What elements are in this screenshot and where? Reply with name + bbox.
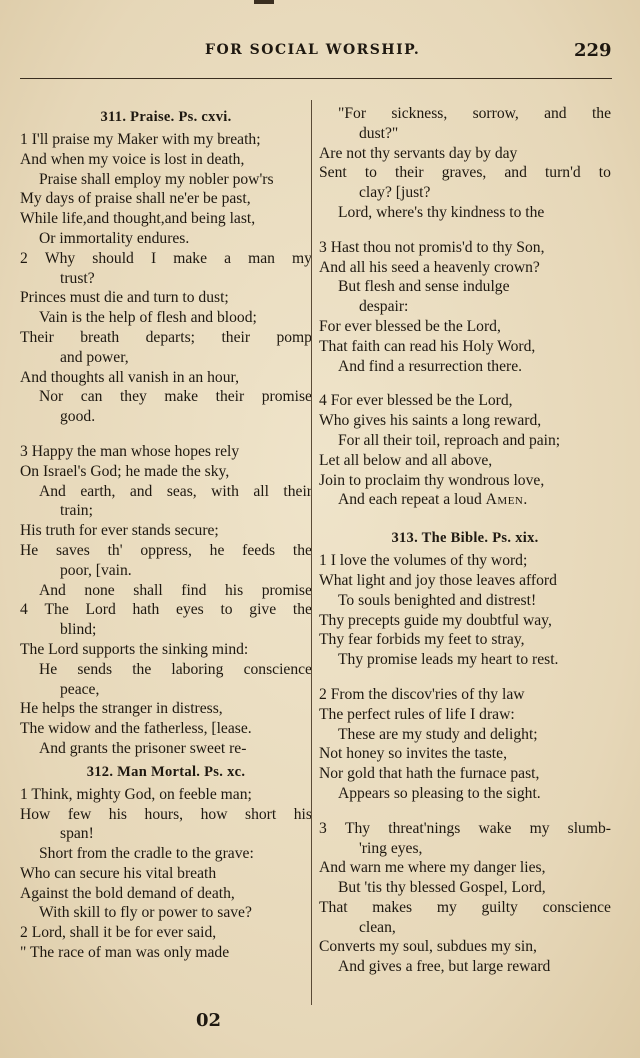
verse-word: "For xyxy=(338,105,367,122)
verse-line xyxy=(20,387,312,407)
verse-word: And xyxy=(39,482,66,500)
verse-word: make xyxy=(164,388,199,406)
verse-line: dust?" xyxy=(359,124,399,142)
verse-line: For all their toil, reproach and pain; xyxy=(338,431,561,449)
verse-word: guilty xyxy=(481,898,518,916)
verse-word: That xyxy=(319,898,348,916)
header-rule xyxy=(20,78,612,79)
verse-line: peace, xyxy=(60,680,100,698)
verse-text: And each repeat a loud xyxy=(338,491,482,509)
verse-word: they xyxy=(119,388,147,406)
verse-line: For ever blessed be the Lord, xyxy=(319,317,501,335)
verse-word: all xyxy=(253,482,269,500)
verse-line: Against the bold demand of death, xyxy=(20,884,235,902)
right-column xyxy=(319,104,611,977)
verse-word: should xyxy=(92,249,134,267)
verse-line xyxy=(20,328,312,348)
verse-word: He xyxy=(39,660,58,678)
verse-line: Nor gold that hath the furnace past, xyxy=(319,765,540,783)
verse-word: I xyxy=(150,249,157,267)
verse-word: short xyxy=(245,805,277,823)
verse-word: a xyxy=(224,249,231,267)
verse-line: Short from the cradle to the grave: xyxy=(39,845,254,863)
verse-line: Who gives his saints a long reward, xyxy=(319,412,542,430)
verse-word: Lord xyxy=(85,601,116,619)
page-top-mark xyxy=(254,0,274,4)
verse-line: poor, [vain. xyxy=(60,561,132,579)
verse-word: He xyxy=(20,541,39,559)
verse-line: And all his seed a heavenly crown? xyxy=(319,258,540,276)
verse-word: the xyxy=(292,541,312,559)
verse-word: sorrow, xyxy=(472,105,519,122)
verse-word: with xyxy=(211,482,239,500)
verse-line xyxy=(319,104,611,124)
verse-word: th' xyxy=(107,541,123,559)
verse-word: can xyxy=(80,388,103,406)
verse-line: Vain is the help of flesh and blood; xyxy=(39,309,257,327)
verse-word: hours, xyxy=(144,805,184,823)
verse-line: Princes must die and turn to dust; xyxy=(20,289,229,307)
verse-line: 4 For ever blessed be the Lord, xyxy=(319,392,513,410)
verse-word: to xyxy=(364,164,377,182)
stanza-gap xyxy=(319,223,611,238)
verse-word: Why xyxy=(44,249,76,267)
verse-line: 1 Think, mighty God, on feeble man; xyxy=(20,785,252,803)
stanza-gap xyxy=(319,804,611,819)
verse-line xyxy=(319,163,611,183)
verse-line: The widow and the fatherless, [lease. xyxy=(20,720,252,738)
verse-word: few xyxy=(67,805,92,823)
verse-word: and xyxy=(544,105,567,122)
verse-word: laboring xyxy=(171,660,224,678)
verse-word: his xyxy=(293,805,312,823)
amen-text: Amen. xyxy=(485,491,528,509)
verse-word: breath xyxy=(80,328,120,346)
verse-word: makes xyxy=(372,898,413,916)
verse-line xyxy=(20,660,312,680)
verse-line: While life,and thought,and being last, xyxy=(20,210,256,228)
verse-line: Thy precepts guide my doubtful way, xyxy=(319,611,552,629)
verse-word: he xyxy=(209,541,225,559)
verse-word: Nor xyxy=(39,388,64,406)
verse-word: pomp xyxy=(276,328,312,346)
verse-line xyxy=(20,249,312,269)
verse-word: and xyxy=(504,164,527,182)
verse-word: 4 xyxy=(20,601,28,619)
verse-line: 3 Happy the man whose hopes rely xyxy=(20,442,240,460)
verse-word: eyes xyxy=(176,601,204,619)
verse-word: 2 xyxy=(20,249,28,267)
verse-line: To souls benighted and distrest! xyxy=(338,591,537,609)
verse-word: And xyxy=(39,581,66,599)
verse-line: 1 I love the volumes of thy word; xyxy=(319,552,528,570)
verse-word: Sent xyxy=(319,164,347,182)
verse-line xyxy=(20,541,312,561)
verse-line: good. xyxy=(60,408,96,426)
verse-word: promise xyxy=(261,581,312,599)
verse-line: Who can secure his vital breath xyxy=(20,864,217,882)
verse-line: But 'tis thy blessed Gospel, Lord, xyxy=(338,879,546,897)
verse-line: blind; xyxy=(60,621,97,639)
verse-word: Their xyxy=(20,328,54,346)
verse-word: seas, xyxy=(166,482,197,500)
stanza-gap xyxy=(319,376,611,391)
verse-line xyxy=(319,819,611,839)
verse-word: saves xyxy=(55,541,90,559)
verse-line: With skill to fly or power to save? xyxy=(39,904,252,922)
verse-word: sends xyxy=(77,660,113,678)
verse-word: to xyxy=(598,164,611,182)
verse-line xyxy=(319,898,611,918)
verse-line: What light and joy those leaves afford xyxy=(319,571,557,589)
verse-line: span! xyxy=(60,825,94,843)
verse-line: On Israel's God; he made the sky, xyxy=(20,462,230,480)
verse-word: the xyxy=(132,660,152,678)
verse-word: their xyxy=(283,482,312,500)
verse-word: departs; xyxy=(145,328,195,346)
verse-line: clay? [just? xyxy=(359,184,431,202)
verse-line: And thoughts all vanish in an hour, xyxy=(20,368,239,386)
verse-line: Lord, where's thy kindness to the xyxy=(338,203,545,221)
verse-word: my xyxy=(292,249,312,267)
verse-line: And grants the prisoner sweet re- xyxy=(39,739,247,757)
stanza-gap xyxy=(319,510,611,525)
verse-word: conscience xyxy=(243,660,312,678)
verse-line: train; xyxy=(60,502,93,520)
signature-mark: 02 xyxy=(196,1010,222,1031)
column-divider xyxy=(311,100,312,1005)
verse-line: Appears so pleasing to the sight. xyxy=(338,784,541,802)
verse-word: his xyxy=(108,805,127,823)
verse-line: 1 I'll praise my Maker with my breath; xyxy=(20,131,261,148)
verse-word: their xyxy=(395,164,424,182)
verse-word: shall xyxy=(133,581,163,599)
verse-line: My days of praise shall ne'er be past, xyxy=(20,190,251,208)
verse-word: sickness, xyxy=(391,105,448,122)
verse-line: The Lord supports the sinking mind: xyxy=(20,640,249,658)
verse-word: How xyxy=(20,805,51,823)
verse-word: and xyxy=(129,482,153,500)
verse-line: These are my study and delight; xyxy=(338,725,538,743)
verse-line: Let all below and all above, xyxy=(319,451,493,469)
left-column xyxy=(20,104,312,963)
verse-line: He helps the stranger in distress, xyxy=(20,700,223,718)
verse-line: And when my voice is lost in death, xyxy=(20,150,245,168)
stanza-gap xyxy=(319,670,611,685)
verse-word: my xyxy=(436,898,457,916)
verse-word: their xyxy=(221,328,251,346)
verse-line xyxy=(319,490,611,510)
verse-line: And warn me where my danger lies, xyxy=(319,859,546,877)
page-header xyxy=(0,40,640,66)
verse-word: oppress, xyxy=(140,541,192,559)
verse-word: their xyxy=(215,388,245,406)
verse-line: Converts my soul, subdues my sin, xyxy=(319,938,537,956)
verse-word: to xyxy=(220,601,233,619)
verse-line: The perfect rules of life I draw: xyxy=(319,705,515,723)
verse-line: Join to proclaim thy wondrous love, xyxy=(319,471,545,489)
verse-word: give xyxy=(249,601,277,619)
verse-line: And gives a free, but large reward xyxy=(338,958,551,976)
verse-line xyxy=(20,600,312,620)
hymn-title: 313. The Bible. Ps. xix. xyxy=(391,530,539,547)
verse-line: Praise shall employ my nobler pow'rs xyxy=(39,170,274,188)
verse-line: Thy promise leads my heart to rest. xyxy=(338,651,559,669)
verse-line: Thy fear forbids my feet to stray, xyxy=(319,631,525,649)
verse-word: hath xyxy=(132,601,160,619)
verse-word: my xyxy=(529,819,550,837)
running-title: FOR SOCIAL WORSHIP. xyxy=(205,42,421,58)
verse-word: man xyxy=(248,249,275,267)
verse-word: 3 xyxy=(319,819,327,837)
verse-line: despair: xyxy=(359,298,409,316)
verse-line: 2 From the discov'ries of thy law xyxy=(319,685,525,703)
verse-word: make xyxy=(173,249,207,267)
page-number: 229 xyxy=(574,40,612,61)
verse-word: promise xyxy=(261,388,312,406)
verse-line: Not honey so invites the taste, xyxy=(319,745,507,763)
verse-word: the xyxy=(292,601,312,619)
verse-line: That faith can read his Holy Word, xyxy=(319,337,536,355)
verse-word: none xyxy=(84,581,115,599)
verse-word: how xyxy=(200,805,228,823)
verse-line: " The race of man was only made xyxy=(20,944,230,962)
verse-word: The xyxy=(44,601,69,619)
verse-line: Or immortality endures. xyxy=(39,229,190,247)
verse-line: 'ring eyes, xyxy=(359,839,423,857)
verse-word: wake xyxy=(478,819,512,837)
verse-word: graves, xyxy=(441,164,487,182)
verse-line: His truth for ever stands secure; xyxy=(20,522,219,540)
verse-line: And find a resurrection there. xyxy=(338,357,523,375)
hymn-title: 311. Praise. Ps. cxvi. xyxy=(100,109,232,125)
verse-word: threat'nings xyxy=(388,819,461,837)
verse-word: feeds xyxy=(242,541,276,559)
verse-line xyxy=(20,482,312,502)
stanza-gap xyxy=(20,427,312,442)
verse-line xyxy=(20,581,312,601)
hymn-title: 312. Man Mortal. Ps. xc. xyxy=(86,763,246,780)
verse-line xyxy=(20,805,312,825)
verse-word: Thy xyxy=(344,819,371,837)
verse-word: slumb- xyxy=(567,819,611,837)
verse-line: trust? xyxy=(60,269,95,287)
verse-word: his xyxy=(224,581,244,599)
verse-line: 3 Hast thou not promis'd to thy Son, xyxy=(319,238,545,256)
verse-line: But flesh and sense indulge xyxy=(338,278,510,296)
verse-line: and power, xyxy=(60,348,129,366)
verse-line: Are not thy servants day by day xyxy=(319,144,518,162)
verse-word: find xyxy=(181,581,207,599)
verse-word: conscience xyxy=(542,898,611,916)
verse-word: earth, xyxy=(80,482,116,500)
verse-line: 2 Lord, shall it be for ever said, xyxy=(20,924,217,942)
verse-word: turn'd xyxy=(544,164,581,182)
verse-line: clean, xyxy=(359,918,396,936)
verse-word: the xyxy=(591,105,611,122)
